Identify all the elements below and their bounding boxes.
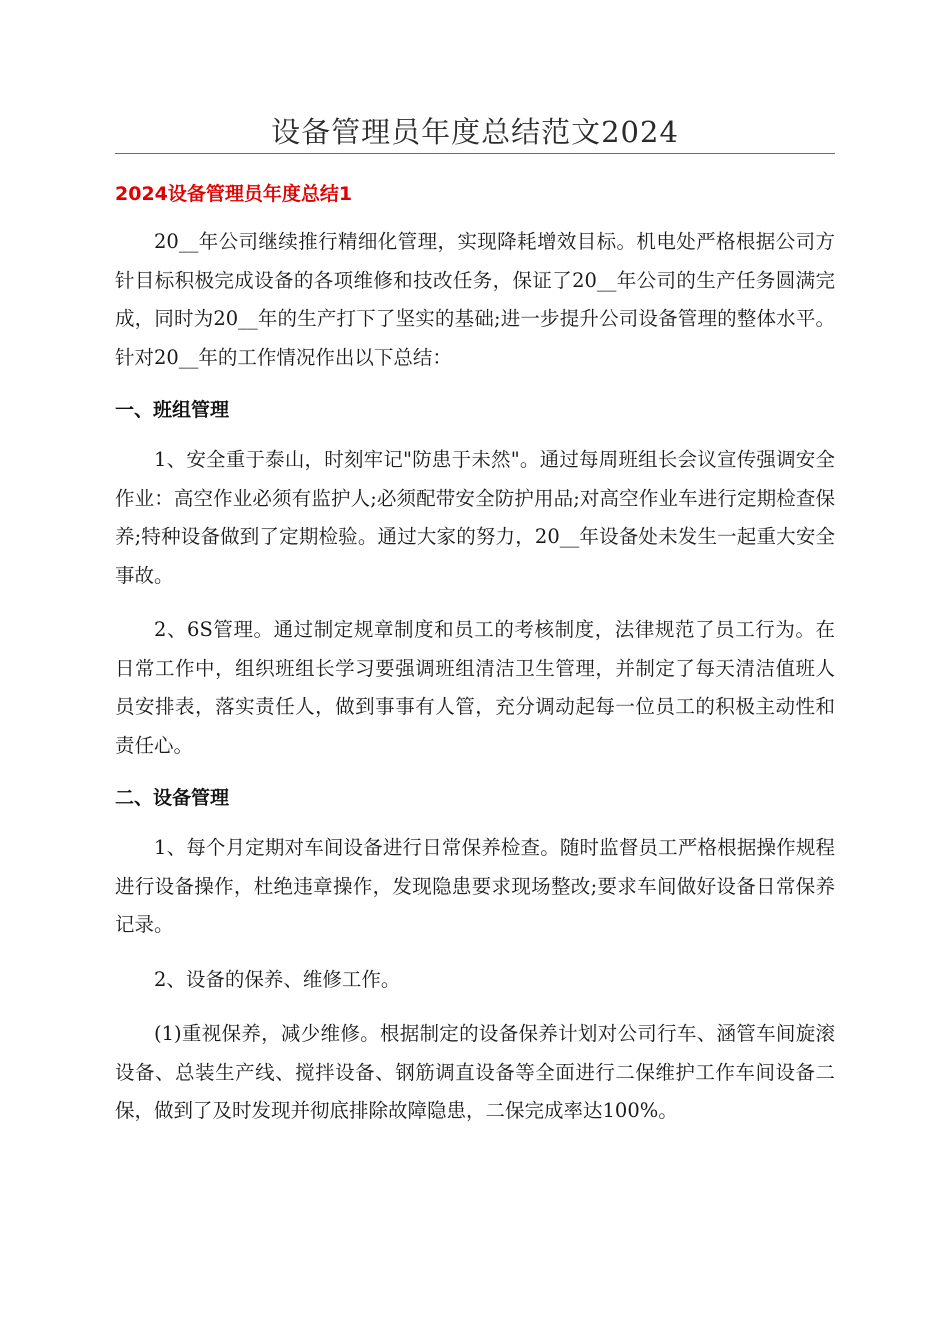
intro-paragraph: 20__年公司继续推行精细化管理，实现降耗增效目标。机电处严格根据公司方针目标积极完成设备的各项维修和技改任务，保证了20__年公司的生产任务圆满完成，同时为20__年的生产打下了坚实的基础;进一步提升公司设备管理的整体水平。针对20__年的工作情况作出以下总结： [115,230,835,369]
document-body [115,177,835,1147]
paragraph-preventive-maintenance: (1)重视保养，减少维修。根据制定的设备保养计划对公司行车、涵管车间旋滚设备、总装生产线、搅拌设备、钢筋调直设备等全面进行二保维护工作车间设备二保，做到了及时发现并彻底排除故障隐患，二保完成率达100%。 [115,1022,835,1122]
title-underline [115,153,835,154]
paragraph-safety: 1、安全重于泰山，时刻牢记"防患于未然"。通过每周班组长会议宣传强调安全作业：高空作业必须有监护人;必须配带安全防护用品;对高空作业车进行定期检查保养;特种设备做到了定期检验。通过大家的努力，20__年设备处未发生一起重大安全事故。 [115,448,835,587]
summary-subtitle: 2024设备管理员年度总结1 [115,183,353,205]
paragraph-maintenance: 2、设备的保养、维修工作。 [154,967,401,991]
document-title: 设备管理员年度总结范文2024 [271,115,679,149]
section-heading-team-management: 一、班组管理 [115,399,230,421]
paragraph-monthly-check: 1、每个月定期对车间设备进行日常保养检查。随时监督员工严格根据操作规程进行设备操作，杜绝违章操作，发现隐患要求现场整改;要求车间做好设备日常保养记录。 [115,836,835,936]
section-heading-equipment-management: 二、设备管理 [115,787,230,809]
paragraph-6s: 2、6S管理。通过制定规章制度和员工的考核制度，法律规范了员工行为。在日常工作中，组织班组长学习要强调班组清洁卫生管理，并制定了每天清洁值班人员安排表，落实责任人，做到事事有人管，充分调动起每一位员工的积极主动性和责任心。 [115,618,835,757]
